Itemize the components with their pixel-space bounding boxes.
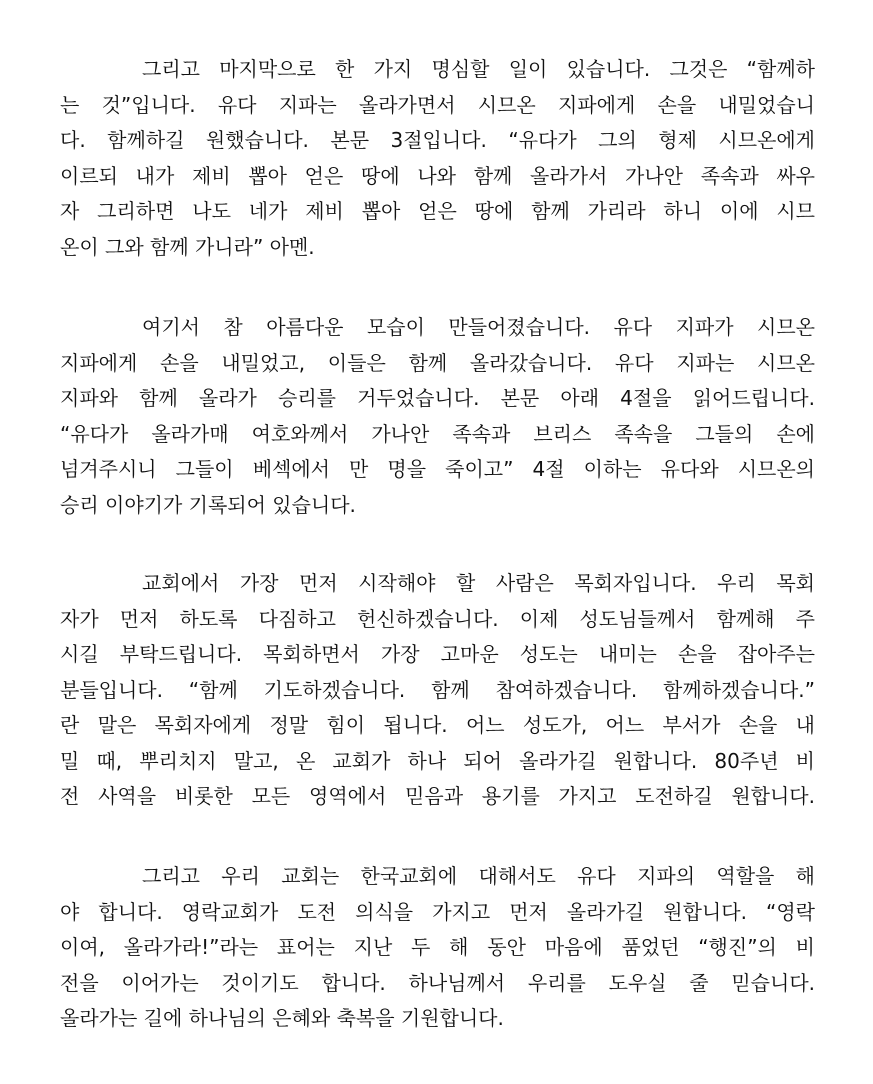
text-line: 넘겨주시니 그들이 베섹에서 만 명을 죽이고” 4절 이하는 유다와 시므온의	[60, 457, 815, 481]
text-line: 그리고 우리 교회는 한국교회에 대해서도 유다 지파의 역할을 해	[142, 864, 815, 888]
text-line: 이여, 올라가라!”라는 표어는 지난 두 해 동안 마음에 품었던 “행진”의 비	[60, 935, 815, 959]
text-line: 이르되 내가 제비 뽑아 얻은 땅에 나와 함께 올라가서 가나안 족속과 싸우	[60, 163, 815, 188]
text-line: 승리 이야기가 기록되어 있습니다.	[60, 492, 356, 517]
text-line: 지파와 함께 올라가 승리를 거두었습니다. 본문 아래 4절을 읽어드립니다.	[60, 386, 815, 410]
text-line: 자 그리하면 나도 네가 제비 뽑아 얻은 땅에 함께 가리라 하니 이에 시므	[60, 199, 815, 223]
text-line: 지파에게 손을 내밀었고, 이들은 함께 올라갔습니다. 유다 지파는 시므온	[60, 350, 815, 375]
text-line: 야 합니다. 영락교회가 도전 의식을 가지고 먼저 올라가길 원합니다. “영락	[60, 899, 815, 924]
text-line: 그리고 마지막으로 한 가지 명심할 일이 있습니다. 그것은 “함께하	[142, 57, 815, 81]
text-line: 란 말은 목회자에게 정말 힘이 됩니다. 어느 성도가, 어느 부서가 손을 내	[60, 713, 815, 737]
text-line: 분들입니다. “함께 기도하겠습니다. 함께 참여하겠습니다. 함께하겠습니다.”	[60, 677, 815, 702]
text-line: 시길 부탁드립니다. 목회하면서 가장 고마운 성도는 내미는 손을 잡아주는	[60, 642, 815, 666]
text-line: 는 것”입니다. 유다 지파는 올라가면서 시므온 지파에게 손을 내밀었습니	[60, 92, 815, 117]
text-line: 올라가는 길에 하나님의 은혜와 축복을 기원합니다.	[60, 1006, 504, 1030]
text-line: 여기서 참 아름다운 모습이 만들어졌습니다. 유다 지파가 시므온	[142, 315, 815, 339]
text-line: 밀 때, 뿌리치지 말고, 온 교회가 하나 되어 올라가길 원합니다. 80주년 비	[60, 748, 815, 773]
paragraph-4	[60, 859, 815, 1037]
text-line: 자가 먼저 하도록 다짐하고 헌신하겠습니다. 이제 성도님들께서 함께해 주	[60, 606, 815, 631]
paragraph-3	[60, 566, 815, 815]
text-line: 전 사역을 비롯한 모든 영역에서 믿음과 용기를 가지고 도전하길 원합니다.	[60, 784, 815, 808]
text-line: 교회에서 가장 먼저 시작해야 할 사람은 목회자입니다. 우리 목회	[142, 571, 815, 595]
paragraph-2	[60, 310, 815, 523]
text-line: 다. 함께하길 원했습니다. 본문 3절입니다. “유다가 그의 형제 시므온에게	[60, 128, 815, 152]
text-line: 온이 그와 함께 가니라” 아멘.	[60, 234, 315, 259]
text-line: 전을 이어가는 것이기도 합니다. 하나님께서 우리를 도우실 줄 믿습니다.	[60, 970, 815, 995]
paragraph-1	[60, 52, 815, 265]
text-line: “유다가 올라가매 여호와께서 가나안 족속과 브리스 족속을 그들의 손에	[60, 421, 815, 446]
